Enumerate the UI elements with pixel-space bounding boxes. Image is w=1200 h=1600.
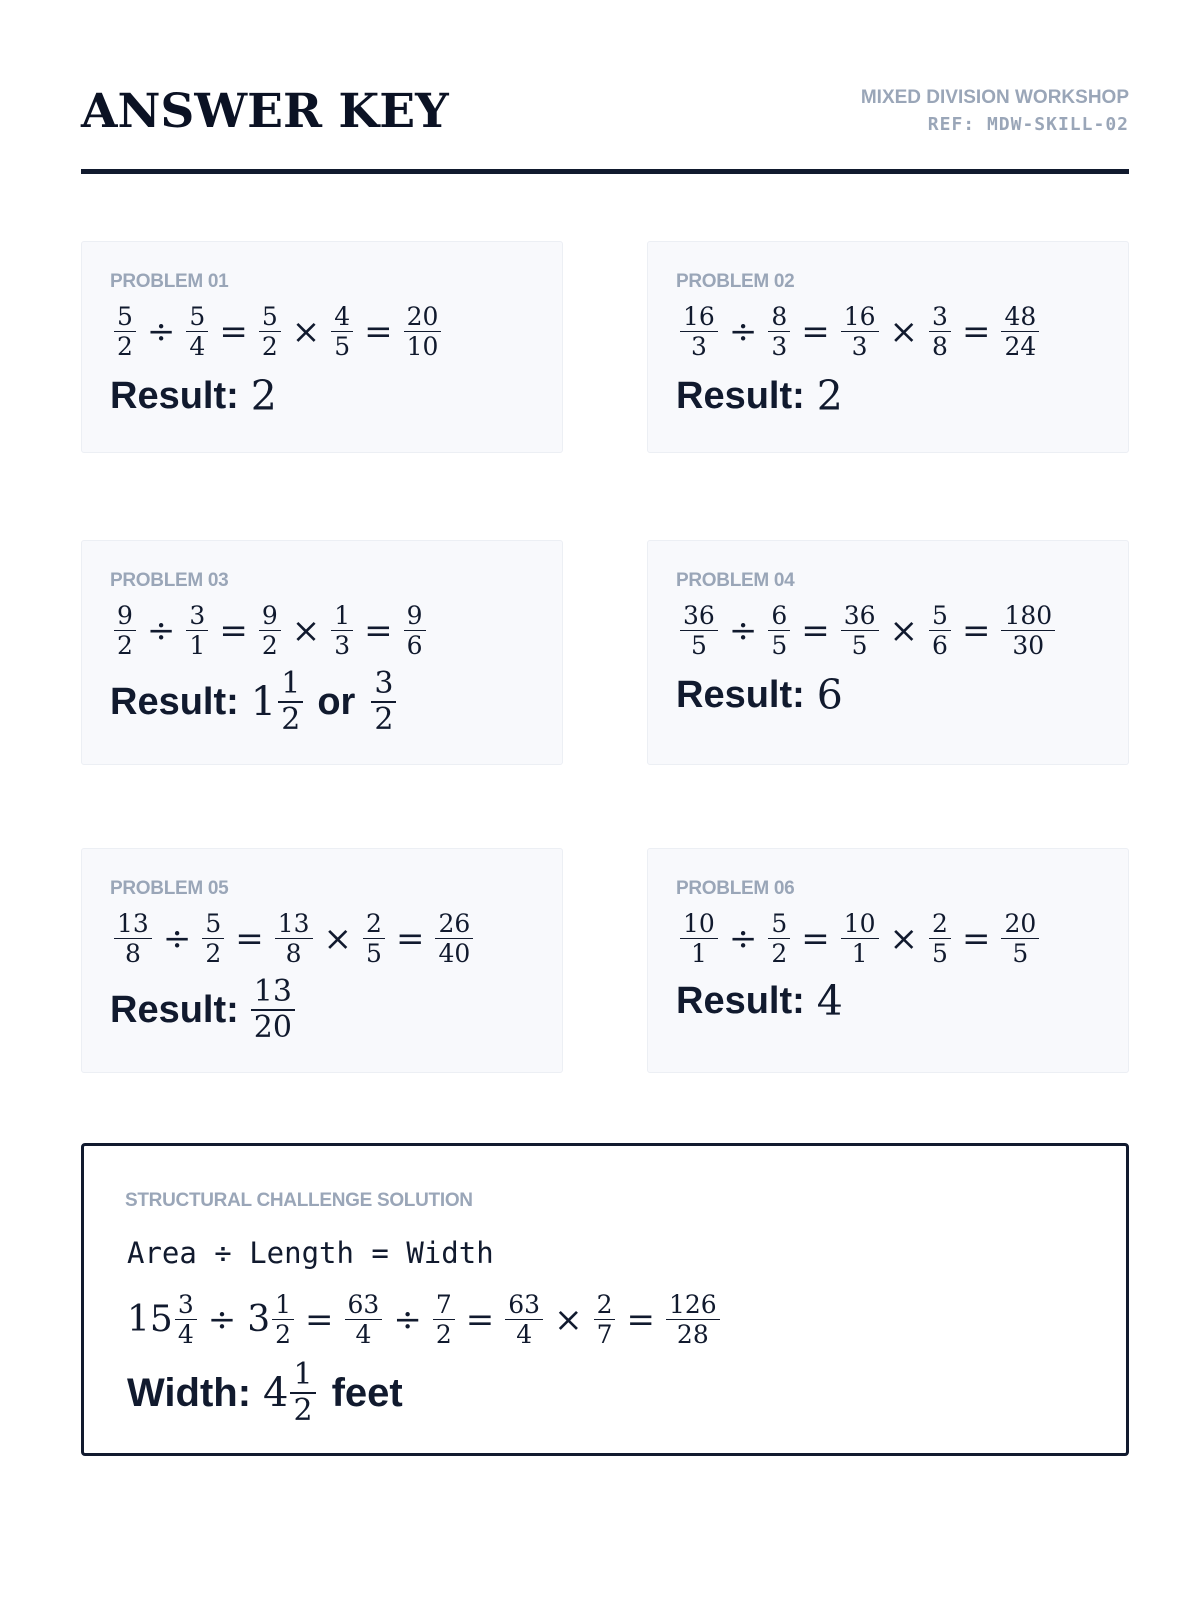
denominator: 6	[406, 631, 423, 660]
problem-label: PROBLEM 02	[676, 271, 795, 292]
mixed-number	[127, 1292, 197, 1347]
fraction	[345, 1292, 383, 1347]
problem-card	[647, 241, 1129, 453]
challenge-result	[127, 1357, 403, 1428]
problem-label: PROBLEM 03	[110, 570, 229, 591]
fraction	[929, 603, 951, 658]
numerator: 10	[680, 911, 718, 939]
numerator: 3	[175, 1292, 197, 1320]
fraction	[278, 666, 303, 737]
numerator: 2	[594, 1292, 616, 1320]
fraction	[114, 603, 136, 658]
numerator: 5	[186, 304, 208, 332]
denominator: 3	[851, 332, 868, 361]
problem-result	[110, 666, 396, 737]
result-unit: feet	[331, 1370, 403, 1415]
result-mixed-number	[263, 1357, 316, 1428]
denominator: 5	[366, 939, 382, 968]
numerator: 26	[435, 911, 473, 939]
whole-part: 1	[250, 679, 277, 725]
problem-label: PROBLEM 01	[110, 271, 229, 292]
whole-part: 3	[247, 1299, 271, 1340]
numerator: 5	[929, 603, 951, 631]
numerator: 6	[768, 603, 790, 631]
numerator: 13	[275, 911, 313, 939]
numerator: 2	[363, 911, 385, 939]
fraction	[929, 911, 951, 966]
multiply-sign: ×	[889, 918, 919, 959]
denominator: 10	[406, 332, 439, 361]
numerator: 36	[680, 603, 718, 631]
fraction	[768, 911, 790, 966]
fraction	[202, 911, 224, 966]
challenge-formula: Area ÷ Length = Width	[127, 1236, 494, 1270]
denominator: 2	[281, 702, 301, 737]
fraction	[1001, 603, 1055, 658]
problem-equation	[680, 911, 1039, 966]
challenge-label: STRUCTURAL CHALLENGE SOLUTION	[125, 1190, 473, 1211]
divide-sign: ÷	[728, 311, 758, 352]
denominator: 2	[293, 1393, 313, 1428]
fraction	[433, 1292, 455, 1347]
challenge-card	[81, 1143, 1129, 1456]
problem-result	[676, 671, 843, 719]
numerator: 2	[929, 911, 951, 939]
denominator: 5	[932, 939, 948, 968]
denominator: 28	[676, 1320, 709, 1349]
fraction	[1001, 911, 1039, 966]
fraction	[841, 911, 879, 966]
numerator: 16	[841, 304, 879, 332]
equals-sign: =	[364, 311, 393, 352]
fraction	[371, 666, 396, 737]
equals-sign: =	[395, 918, 425, 959]
equals-sign: =	[626, 1299, 655, 1340]
problem-card	[81, 241, 563, 453]
fraction	[114, 911, 152, 966]
divide-sign: ÷	[728, 918, 758, 959]
fraction	[275, 911, 313, 966]
fraction	[363, 911, 385, 966]
fraction	[435, 911, 473, 966]
multiply-sign: ×	[889, 311, 919, 352]
numerator: 63	[345, 1292, 383, 1320]
denominator: 20	[253, 1010, 292, 1045]
multiply-sign: ×	[291, 610, 321, 651]
numerator: 48	[1001, 304, 1039, 332]
problem-card	[81, 848, 563, 1073]
denominator: 2	[117, 332, 133, 361]
denominator: 1	[690, 939, 707, 968]
fraction	[929, 304, 951, 359]
fraction	[841, 304, 879, 359]
divide-sign: ÷	[146, 610, 176, 651]
equals-sign: =	[364, 610, 393, 651]
denominator: 30	[1012, 631, 1045, 660]
fraction	[680, 304, 718, 359]
numerator: 9	[114, 603, 136, 631]
numerator: 1	[331, 603, 353, 631]
divide-sign: ÷	[393, 1299, 422, 1340]
numerator: 36	[841, 603, 879, 631]
divide-sign: ÷	[728, 610, 758, 651]
denominator: 5	[1012, 939, 1029, 968]
denominator: 4	[189, 332, 206, 361]
problem-label: PROBLEM 05	[110, 878, 229, 899]
challenge-equation	[127, 1292, 720, 1347]
fraction	[768, 603, 790, 658]
fraction	[841, 603, 879, 658]
denominator: 5	[334, 332, 351, 361]
result-label: Result:	[676, 979, 805, 1022]
fraction	[1001, 304, 1039, 359]
fraction	[404, 304, 442, 359]
result-value: 2	[816, 372, 843, 420]
equals-sign: =	[961, 311, 991, 352]
equals-sign: =	[961, 918, 991, 959]
divide-sign: ÷	[207, 1299, 237, 1340]
fraction	[290, 1357, 315, 1428]
fraction	[331, 304, 353, 359]
result-value: 4	[816, 977, 843, 1025]
numerator: 3	[371, 669, 396, 703]
result-value: 2	[250, 372, 277, 420]
fraction	[175, 1292, 197, 1347]
multiply-sign: ×	[554, 1299, 583, 1340]
problem-card	[81, 540, 563, 765]
page-title: ANSWER KEY	[81, 84, 449, 139]
equals-sign: =	[219, 311, 248, 352]
denominator: 2	[275, 1320, 292, 1349]
denominator: 1	[189, 631, 206, 660]
numerator: 9	[404, 603, 426, 631]
fraction	[186, 304, 208, 359]
fraction	[768, 304, 790, 359]
denominator: 8	[932, 332, 948, 361]
denominator: 2	[117, 631, 133, 660]
result-label: Width:	[127, 1370, 252, 1415]
equals-sign: =	[961, 610, 991, 651]
denominator: 2	[261, 631, 278, 660]
denominator: 2	[435, 1320, 452, 1349]
denominator: 2	[771, 939, 788, 968]
result-label: Result:	[676, 374, 805, 417]
fraction	[331, 603, 353, 658]
numerator: 3	[186, 603, 208, 631]
numerator: 1	[278, 669, 303, 703]
problem-equation	[680, 304, 1039, 359]
fraction	[251, 974, 295, 1045]
denominator: 1	[851, 939, 868, 968]
problem-card	[647, 540, 1129, 765]
problem-equation	[114, 603, 426, 658]
result-label: Result:	[110, 988, 239, 1031]
denominator: 3	[771, 332, 788, 361]
numerator: 4	[331, 304, 353, 332]
numerator: 7	[433, 1292, 455, 1320]
numerator: 13	[114, 911, 152, 939]
numerator: 16	[680, 304, 718, 332]
problem-label: PROBLEM 04	[676, 570, 795, 591]
equals-sign: =	[219, 610, 248, 651]
equals-sign: =	[235, 918, 264, 959]
denominator: 4	[177, 1320, 194, 1349]
denominator: 3	[334, 631, 351, 660]
problem-label: PROBLEM 06	[676, 878, 795, 899]
denominator: 6	[932, 631, 948, 660]
problem-result	[110, 372, 277, 420]
result-label: Result:	[676, 673, 805, 716]
equals-sign: =	[465, 1299, 495, 1340]
denominator: 2	[374, 702, 394, 737]
denominator: 8	[124, 939, 141, 968]
workshop-name: MIXED DIVISION WORKSHOP	[860, 87, 1129, 108]
denominator: 2	[261, 332, 278, 361]
denominator: 4	[516, 1320, 533, 1349]
numerator: 1	[290, 1360, 315, 1394]
numerator: 180	[1001, 603, 1055, 631]
multiply-sign: ×	[291, 311, 321, 352]
fraction	[114, 304, 136, 359]
denominator: 3	[690, 332, 707, 361]
numerator: 5	[202, 911, 224, 939]
denominator: 5	[851, 631, 868, 660]
fraction	[259, 304, 281, 359]
whole-part: 15	[127, 1299, 173, 1340]
denominator: 8	[285, 939, 302, 968]
fraction	[186, 603, 208, 658]
fraction	[594, 1292, 616, 1347]
result-label: Result:	[110, 374, 239, 417]
reference-code: REF: MDW-SKILL-02	[927, 114, 1129, 135]
fraction	[680, 603, 718, 658]
fraction	[505, 1292, 543, 1347]
problem-equation	[114, 911, 473, 966]
numerator: 3	[929, 304, 951, 332]
numerator: 5	[259, 304, 281, 332]
problem-result	[110, 974, 295, 1045]
page-header	[81, 78, 1129, 174]
multiply-sign: ×	[323, 918, 353, 959]
document-meta	[861, 84, 1129, 138]
divide-sign: ÷	[146, 311, 176, 352]
fraction	[404, 603, 426, 658]
result-value: 6	[816, 671, 843, 719]
numerator: 1	[272, 1292, 294, 1320]
problem-result	[676, 372, 843, 420]
numerator: 5	[768, 911, 790, 939]
problem-result	[676, 977, 843, 1025]
numerator: 9	[259, 603, 281, 631]
equals-sign: =	[801, 918, 830, 959]
numerator: 8	[768, 304, 790, 332]
whole-part: 4	[263, 1370, 289, 1416]
divide-sign: ÷	[162, 918, 192, 959]
result-or: or	[317, 680, 356, 723]
numerator: 13	[251, 977, 295, 1011]
equals-sign: =	[801, 311, 830, 352]
equals-sign: =	[801, 610, 830, 651]
equals-sign: =	[305, 1299, 334, 1340]
denominator: 5	[771, 631, 788, 660]
fraction	[272, 1292, 294, 1347]
result-label: Result:	[110, 680, 239, 723]
denominator: 24	[1004, 332, 1037, 361]
denominator: 40	[438, 939, 471, 968]
mixed-number	[247, 1292, 294, 1347]
numerator: 63	[505, 1292, 543, 1320]
denominator: 7	[596, 1320, 613, 1349]
numerator: 10	[841, 911, 879, 939]
denominator: 5	[690, 631, 707, 660]
numerator: 5	[114, 304, 136, 332]
denominator: 4	[355, 1320, 372, 1349]
denominator: 2	[205, 939, 222, 968]
numerator: 126	[666, 1292, 720, 1320]
fraction	[666, 1292, 720, 1347]
problem-card	[647, 848, 1129, 1073]
numerator: 20	[1001, 911, 1039, 939]
problem-equation	[114, 304, 441, 359]
multiply-sign: ×	[889, 610, 919, 651]
numerator: 20	[404, 304, 442, 332]
problem-equation	[680, 603, 1055, 658]
fraction	[259, 603, 281, 658]
mixed-number	[250, 666, 304, 737]
fraction	[680, 911, 718, 966]
